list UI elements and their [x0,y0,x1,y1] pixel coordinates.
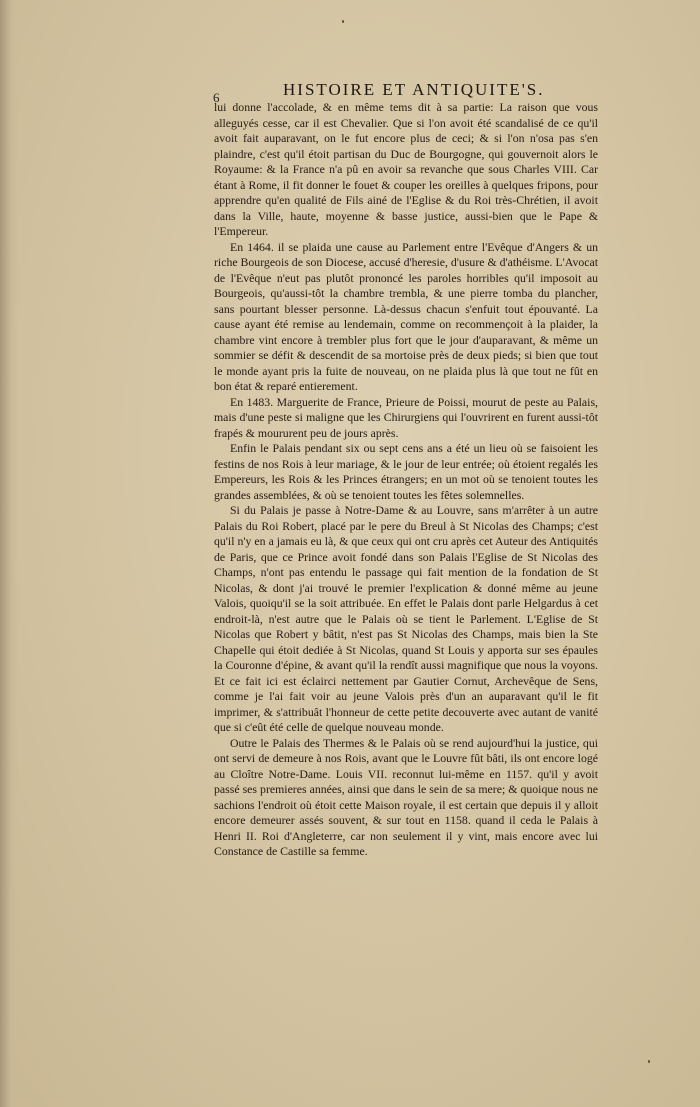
body-text [214,100,598,860]
ink-speck [648,1060,650,1063]
paragraph-1483: En 1483. Marguerite de France, Prieure de Poissi, mourut de peste au Palais, mais d'une peste si maligne que les Chirurgiens qui l'ouvrirent en furent aussi-tôt frapés & moururent peu de jours après. [214,394,598,440]
ink-speck [342,20,344,23]
paragraph-festins: Enfin le Palais pendant six ou sept cens ans a été un lieu où se faisoient les festins de nos Rois à leur mariage, & le jour de leur entrée; où étoient regalés les Empereurs, les Rois & les Princes étrangers; en un mot où se tenoient toutes les grandes assemblées, & où se tenoient toutes les fêtes solemnelles. [214,441,598,502]
page-number: 6 [213,90,220,105]
paragraph-thermes: Outre le Palais des Thermes & le Palais où se rend aujourd'hui la justice, qui ont servi de demeure à nos Rois, avant que le Louvre fût bâti, ils ont encore logé au Cloître Notre-Dame. Louis VII. reconnut lui-même en 1157. qu'il y avoit passé ses premieres années, ainsi que dans le sein de sa mere; & quoique nous ne sachions l'endroit où étoit cette Maison royale, il est certain que depuis il y alloit encore demeurer assés souvent, & sur tout en 1158. quand il ceda le Palais à Henri II. Roi d'Angleterre, car non seulement il y vint, mais encore avec lui Constance de Castille sa femme. [214,735,598,858]
paragraph-continued: lui donne l'accolade, & en même tems dit à sa partie: La raison que vous alleguyés cesse, car il est Chevalier. Que si l'on avoit été scandalisé de ce qu'il avoit fait auparavant, on le fut encore plus de ceci; & si l'on n'osa pas s'en plaindre, c'est qu'il étoit partisan du Duc de Bourgogne, qui gouvernoit alors le Royaume: & la France n'a pû en avoir sa revanche que sous Charles VIII. Car étant à Rome, il fit donner le fouet & couper les oreilles à quelques fripons, pour apprendre qu'en qualité de Fils ainé de l'Eglise & du Roi très-Chrétien, il avoit dans la Ville, haute, moyenne & basse justice, aussi-bien que le Pape & l'Empereur. [214,100,598,238]
paragraph-1464: En 1464. il se plaida une cause au Parlement entre l'Evêque d'Angers & un riche Bourgeois de son Diocese, accusé d'heresie, d'usure & d'athéisme. L'Avocat de l'Evêque n'eut pas plutôt prononcé les paroles horribles qu'il imposoit au Bourgeois, qu'aussi-tôt la chambre trembla, & une pierre tomba du plancher, sans pourtant blesser personne. Là-dessus chacun s'enfuit tout épouvanté. La cause ayant été remise au lendemain, comme on recommençoit à la plaider, la chambre vint encore à trembler plus fort que le jour d'auparavant, & même un sommier se défit & descendit de sa mortoise près de deux pieds; si bien que tout le monde ayant pris la fuite de nouveau, on ne plaida plus là que tout ne fût en bon état & reparé entierement. [214,239,598,393]
binding-shadow [0,0,18,1107]
paragraph-notre-dame: Si du Palais je passe à Notre-Dame & au Louvre, sans m'arrêter à un autre Palais du Roi Robert, placé par le pere du Breul à St Nicolas des Champs; c'est qu'il n'y en a jamais eu là, & que ceux qui ont cru après cet Auteur des Antiquités de Paris, que ce Prince avoit fondé dans son Palais l'Eglise de St Nicolas des Champs, n'ont pas entendu le passage qui fait mention de la fondation de St Nicolas, & dont j'ai trouvé le premier l'explication & donné même au jeune Valois, quoiqu'il se la soit attribuée. En effet le Palais dont parle Helgardus à cet endroit-là, n'est autre que le Palais où se tient le Parlement. L'Eglise de St Nicolas que Robert y bâtit, n'est pas St Nicolas des Champs, mais bien la Ste Chapelle qui étoit dediée à St Nicolas, quand St Louis y apporta sur ses épaules la Couronne d'épine, & avant qu'il la rendît aussi magnifique que nous la voyons. Et ce fait ici est éclairci nettement par Gautier Cornut, Archevêque de Sens, comme je l'ai fait voir au jeune Valois près d'un an auparavant qu'il le fit imprimer, & s'attribuât l'honneur de cette petite decouverte avec autant de vanité que si c'eût été celle de quelque nouveau monde. [214,503,598,734]
running-head: HISTOIRE ET ANTIQUITE'S. [283,80,545,99]
